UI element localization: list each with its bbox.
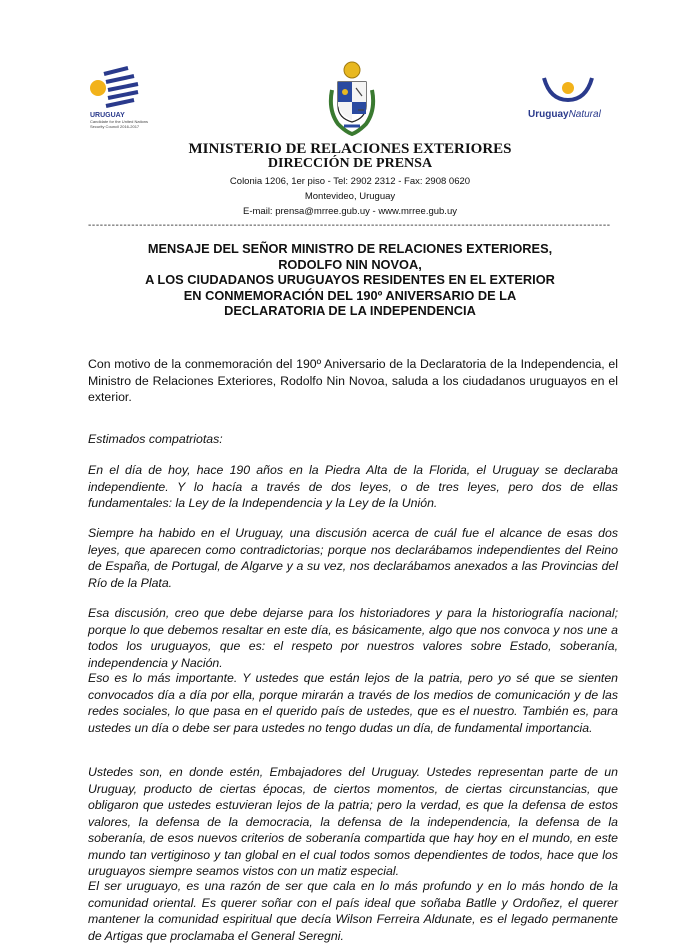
uruguay-natural-italic: Natural	[568, 109, 601, 120]
intro-paragraph: Con motivo de la conmemoración del 190º Aniversario de la Declaratoria de la Independencia, el Ministro de Relaciones Exteriores, Rodolfo Nin Novoa, saluda a los ciudadanos uruguayos en el exterior.	[88, 357, 618, 404]
coat-of-arms-icon	[324, 60, 380, 136]
separator-line: -------------------------------------------------------------------------------------------------------------------------------------	[88, 220, 611, 231]
paragraph-5: Ustedes son, en donde estén, Embajadores del Uruguay. Ustedes representan parte de un Uruguay, producto de ciertas épocas, de ciertos momentos, de ciertas circunstancias, que obligaron que ustedes estuvieran lejos de la patria; pero la verdad, es que la defensa de estos valores, la defensa de la democracia, la defensa de la independencia, la defensa de la soberanía, de esos nuevos criterios de soberanía compartida que hay hoy en el mundo, en este mundo tan vertiginoso y tan global en el cual todos somos dependientes de todos, hace que los uruguayos siempre seamos vistos con un matiz especial.	[88, 765, 618, 878]
uruguay-candidacy-logo	[84, 66, 154, 136]
department-name: DIRECCIÓN DE PRENSA	[267, 156, 433, 171]
ministry-name: MINISTERIO DE RELACIONES EXTERIORES	[188, 141, 512, 157]
title-line-5: DECLARATORIA DE LA INDEPENDENCIA	[224, 303, 476, 318]
candidacy-logo-label: URUGUAY	[90, 112, 125, 119]
paragraph-2: Siempre ha habido en el Uruguay, una discusión acerca de cuál fue el alcance de esas dos leyes, que aparecen como contradictorias; porque nos declarábamos independientes del Reino de España, de Portugal, de Algarve y a su vez, nos declarábamos anexados a las Provincias del Río de la Plata.	[88, 526, 618, 590]
title-line-3: A LOS CIUDADANOS URUGUAYOS RESIDENTES EN EL EXTERIOR	[145, 272, 555, 287]
title-line-4: EN CONMEMORACIÓN DEL 190º ANIVERSARIO DE LA	[183, 287, 517, 303]
title-line-1: MENSAJE DEL SEÑOR MINISTRO DE RELACIONES EXTERIORES,	[147, 241, 553, 256]
email-web-line: E-mail: prensa@mrree.gub.uy - www.mrree.gub.uy	[243, 206, 457, 217]
candidacy-logo-subtitle: Candidate for the United Nations Security Council 2016-2017	[90, 119, 149, 129]
paragraph-1: En el día de hoy, hace 190 años en la Piedra Alta de la Florida, el Uruguay se declaraba independiente. Y lo hacía a través de dos leyes, o de tres leyes, pero dos de ellas fundamentales: la Ley de la Independencia y la Ley de la Unión.	[88, 463, 618, 510]
paragraph-6: El ser uruguayo, es una razón de ser que cala en lo más profundo y en lo más hondo de la comunidad oriental. Es querer soñar con el país ideal que soñaba Batlle y Ordoñez, el querer mantener la comunidad espiritual que decía Wilson Ferreira Aldunate, es el legado permanente de Artigas que proclamaba el General Seregni.	[88, 879, 618, 943]
uruguay-natural-logo	[528, 74, 618, 124]
message-title	[0, 241, 700, 319]
candidacy-emblem-icon	[84, 66, 154, 112]
uruguay-natural-label	[528, 109, 601, 120]
uruguay-natural-bold: Uruguay	[528, 109, 569, 120]
paragraph-3: Esa discusión, creo que debe dejarse para los historiadores y para la historiografía nacional; porque lo que debemos resaltar en este día, es básicamente, algo que nos convoca y nos une a todos los uruguayos, que es: el respeto por nuestros valores sobre Estado, soberanía, independencia y Nación.	[88, 606, 618, 670]
greeting: Estimados compatriotas:	[88, 432, 223, 446]
address-line: Colonia 1206, 1er piso - Tel: 2902 2312 - Fax: 2908 0620	[229, 176, 471, 187]
city-line: Montevideo, Uruguay	[304, 191, 396, 202]
coat-of-arms-emblem	[324, 60, 380, 136]
paragraph-4: Eso es lo más importante. Y ustedes que están lejos de la patria, pero yo sé que se sienten convocados día a día por ella, porque mirarán a través de los medios de comunicación y de las redes sociales, lo que pasa en el querido país de ustedes, que es el nuestro. También es, para ustedes un día o debe ser para ustedes no tengo dudas un día, de fundamental importancia.	[88, 671, 618, 735]
title-line-2: RODOLFO NIN NOVOA,	[278, 256, 422, 272]
uruguay-natural-sun-icon	[528, 74, 618, 108]
